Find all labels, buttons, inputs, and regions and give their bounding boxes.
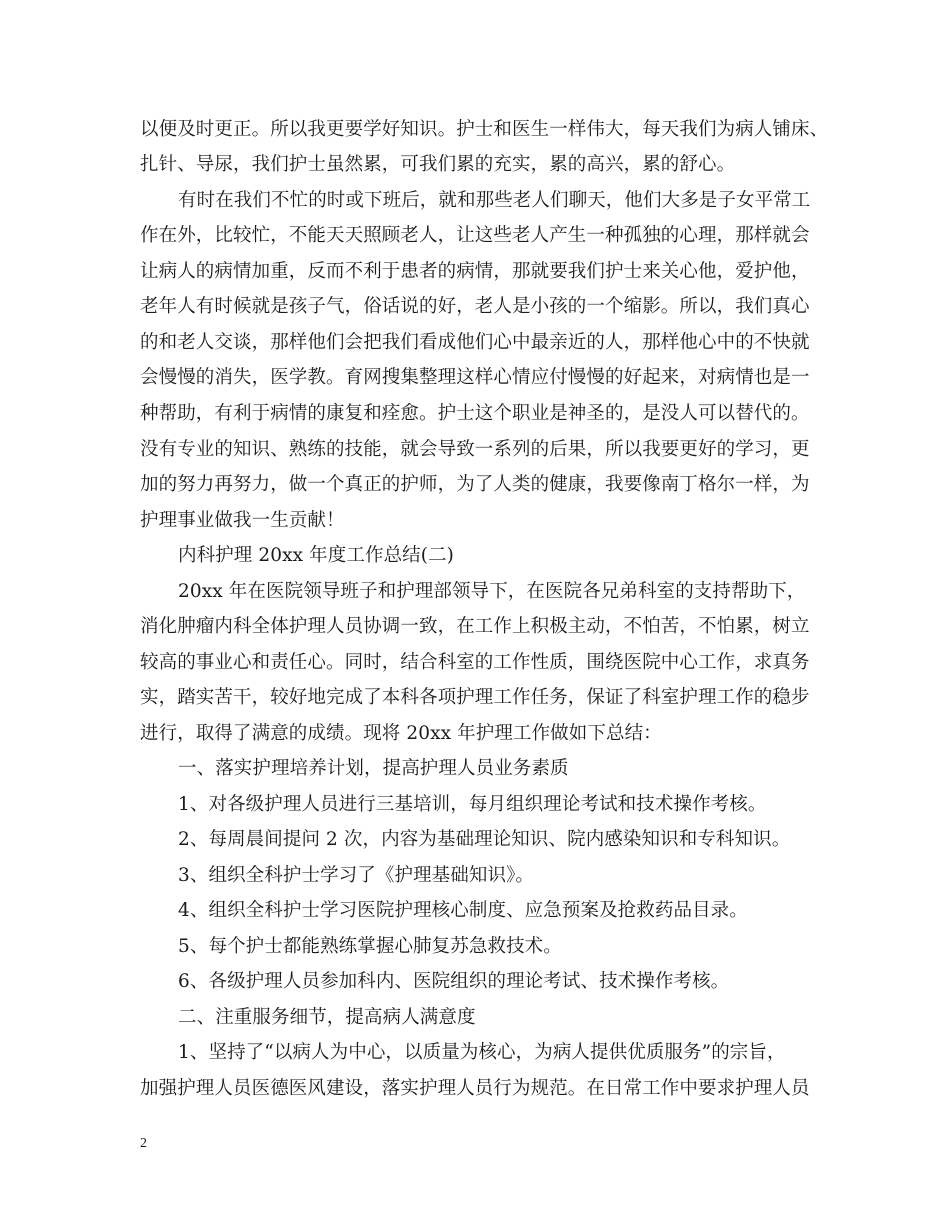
section-title: 内科护理 20xx 年度工作总结(二) [178, 545, 455, 566]
body-text-line: 没有专业的知识、熟练的技能，就会导致一系列的后果，所以我要更好的学习，更 [140, 439, 810, 460]
list-item: 5、每个护士都能熟练掌握心肺复苏急救技术。 [178, 936, 562, 957]
body-text-line: 较高的事业心和责任心。同时，结合科室的工作性质，围绕医院中心工作，求真务 [140, 652, 810, 673]
body-text-line: 扎针、导尿，我们护士虽然累，可我们累的充实，累的高兴，累的舒心。 [140, 154, 736, 175]
paragraph-start-line: 20xx 年在医院领导班子和护理部领导下，在医院各兄弟科室的支持帮助下， [178, 581, 806, 602]
section-heading: 二、注重服务细节，提高病人满意度 [178, 1007, 476, 1028]
list-item: 4、组织全科护士学习医院护理核心制度、应急预案及抢救药品目录。 [178, 900, 748, 921]
body-text-line: 让病人的病情加重，反而不利于患者的病情，那就要我们护士来关心他，爱护他， [140, 261, 810, 282]
body-text-line: 种帮助，有利于病情的康复和痊愈。护士这个职业是神圣的，是没人可以替代的。 [140, 403, 810, 424]
list-item: 1、对各级护理人员进行三基培训，每月组织理论考试和技术操作考核。 [178, 794, 767, 815]
body-text-line: 加的努力再努力，做一个真正的护师，为了人类的健康，我要像南丁格尔一样，为 [140, 474, 810, 495]
body-text-line: 老年人有时候就是孩子气，俗话说的好，老人是小孩的一个缩影。所以，我们真心 [140, 296, 810, 317]
body-text-line: 实，踏实苦干，较好地完成了本科各项护理工作任务，保证了科室护理工作的稳步 [140, 687, 810, 708]
list-item: 2、每周晨间提问 2 次，内容为基础理论知识、院内感染知识和专科知识。 [178, 829, 791, 850]
body-text-line: 会慢慢的消失，医学教。育网搜集整理这样心情应付慢慢的好起来，对病情也是一 [140, 367, 810, 388]
list-item: 3、组织全科护士学习了《护理基础知识》。 [178, 865, 535, 886]
body-text-line: 进行，取得了满意的成绩。现将 20xx 年护理工作做如下总结： [140, 723, 662, 744]
list-item: 1、坚持了“以病人为中心，以质量为核心，为病人提供优质服务”的宗旨， [178, 1042, 786, 1063]
paragraph-start-line: 有时在我们不忙的时或下班后，就和那些老人们聊天，他们大多是子女平常工 [178, 190, 811, 211]
body-text-line: 以便及时更正。所以我更要学好知识。护士和医生一样伟大，每天我们为病人铺床、 [140, 119, 829, 140]
page-number: 2 [140, 1136, 147, 1151]
body-text-line: 消化肿瘤内科全体护理人员协调一致，在工作上积极主动，不怕苦，不怕累，树立 [140, 616, 810, 637]
section-heading: 一、落实护理培养计划，提高护理人员业务素质 [178, 758, 569, 779]
body-text-line: 护理事业做我一生贡献！ [140, 510, 345, 531]
list-item: 6、各级护理人员参加科内、医院组织的理论考试、技术操作考核。 [178, 971, 730, 992]
body-text-line: 加强护理人员医德医风建设，落实护理人员行为规范。在日常工作中要求护理人员 [140, 1078, 810, 1099]
body-text-line: 作在外，比较忙，不能天天照顾老人，让这些老人产生一种孤独的心理，那样就会 [140, 225, 810, 246]
body-text-line: 的和老人交谈，那样他们会把我们看成他们心中最亲近的人，那样他心中的不快就 [140, 332, 810, 353]
